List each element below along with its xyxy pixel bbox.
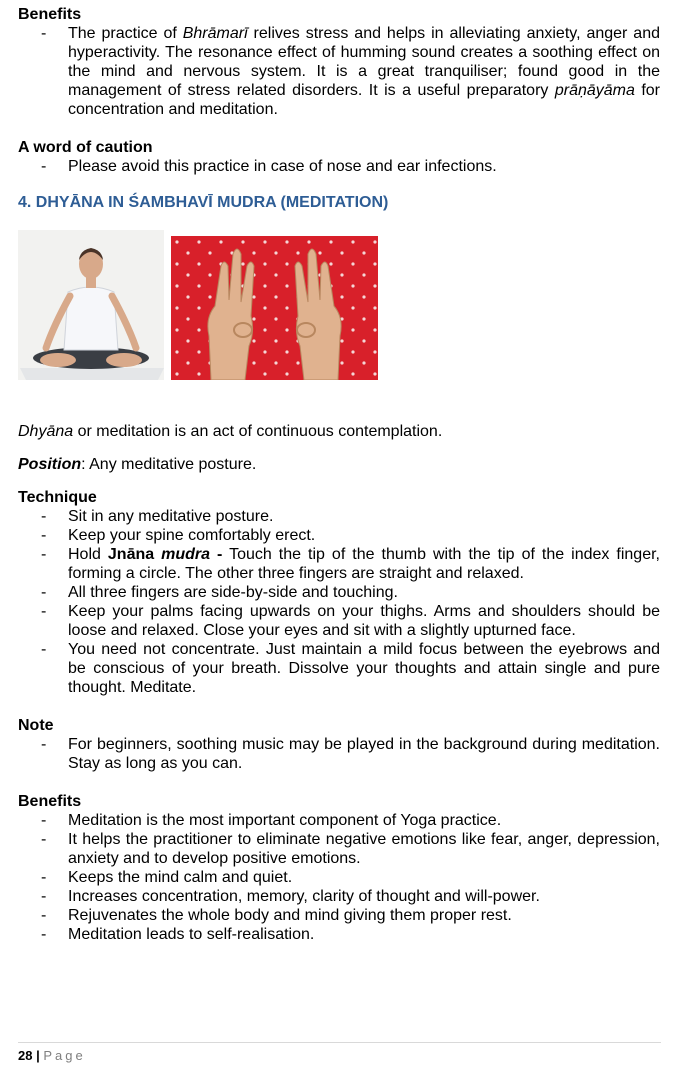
dash-bullet: - (41, 25, 47, 42)
dash-bullet: - (41, 888, 47, 905)
list-item: - Sit in any meditative posture. (41, 508, 274, 525)
dash-bullet: - (41, 869, 47, 886)
list-item: - For beginners, soothing music may be played in the background during meditation. Stay as long as you can. (41, 736, 660, 772)
dash-bullet: - (41, 603, 47, 620)
list-item: - Keep your spine comfortably erect. (41, 527, 316, 544)
list-item: - You need not concentrate. Just maintain a mild focus between the eyebrows and be conscious of your breath. Dissolve your thoughts and attain single and pure thought. Meditate. (41, 641, 660, 696)
list-item: - It helps the practitioner to eliminate negative emotions like fear, anger, depression, anxiety and to develop positive emotions. (41, 831, 660, 867)
caution-heading: A word of caution (18, 139, 153, 156)
list-item: - Meditation leads to self-realisation. (41, 926, 315, 943)
page-footer (18, 1042, 661, 1063)
dash-bullet: - (41, 527, 47, 544)
position-paragraph: Position: Any meditative posture. (18, 456, 257, 473)
list-item: - The practice of Bhrāmarī relives stress and helps in alleviating anxiety, anger and hyperactivity. The resonance effect of humming sound creates a soothing effect on the mind and nervous system. It is a great tranquiliser; found good in the management of stress related disorders. It is a useful preparatory prāṇāyāma for concentration and meditation. (41, 25, 661, 118)
dash-bullet: - (41, 926, 47, 943)
jnana-mudra-hands-photo (171, 236, 378, 380)
list-item: - Hold Jnāna mudra - Touch the tip of the thumb with the tip of the index finger, forming a circle. The other three fingers are straight and relaxed. (41, 546, 660, 582)
page-number: 28 (18, 1048, 33, 1063)
dash-bullet: - (41, 584, 47, 601)
dash-bullet: - (41, 641, 47, 658)
technique-list (18, 507, 660, 697)
list-item: - Rejuvenates the whole body and mind giving them proper rest. (41, 907, 512, 924)
list-item: - Please avoid this practice in case of nose and ear infections. (41, 158, 497, 175)
list-item: - Increases concentration, memory, clarity of thought and will-power. (41, 888, 540, 905)
dash-bullet: - (41, 907, 47, 924)
list-item: - All three fingers are side-by-side and touching. (41, 584, 398, 601)
benefits-list (18, 24, 660, 119)
list-item: - Keep your palms facing upwards on your thighs. Arms and shoulders should be loose and relaxed. Close your eyes and sit with a slightly upturned face. (41, 603, 660, 639)
dash-bullet: - (41, 158, 47, 175)
page-label: Page (43, 1048, 86, 1063)
meditation-pose-photo (18, 230, 164, 380)
benefits-heading: Benefits (18, 793, 82, 810)
document-page (18, 5, 660, 944)
benefits-list (18, 811, 660, 944)
technique-heading: Technique (18, 489, 97, 506)
section-title: 4. DHYĀNA IN ŚAMBHAVĪ MUDRA (MEDITATION) (18, 194, 389, 211)
illustration-row (18, 230, 660, 385)
caution-list (18, 157, 660, 176)
dash-bullet: - (41, 546, 47, 563)
list-item: - Keeps the mind calm and quiet. (41, 869, 293, 886)
dash-bullet: - (41, 736, 47, 753)
note-list (18, 735, 660, 773)
note-heading: Note (18, 717, 54, 734)
list-item: - Meditation is the most important component of Yoga practice. (41, 812, 502, 829)
dash-bullet: - (41, 831, 47, 848)
benefits-heading: Benefits (18, 6, 82, 23)
dash-bullet: - (41, 508, 47, 525)
intro-paragraph: Dhyāna or meditation is an act of continuous contemplation. (18, 423, 443, 440)
footer-separator: | (32, 1048, 44, 1063)
dash-bullet: - (41, 812, 47, 829)
